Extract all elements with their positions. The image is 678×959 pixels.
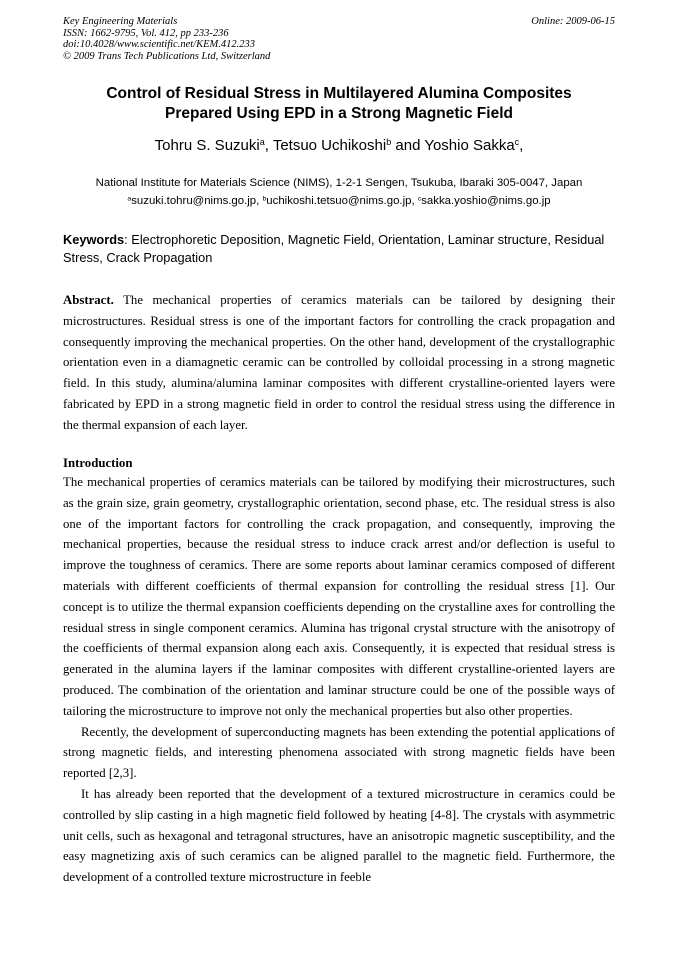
keywords-label: Keywords [63, 232, 125, 247]
title-line-1: Control of Residual Stress in Multilayered Alumina Composites [106, 85, 572, 102]
copyright-line: © 2009 Trans Tech Publications Ltd, Switzerland [63, 50, 271, 62]
keywords-section [63, 231, 615, 267]
intro-paragraph-1: The mechanical properties of ceramics materials can be tailored by modifying their microstructures, such as the grain size, grain geometry, crystallographic orientation, second phase, etc. The residual stress is also one of the important factors for controlling the crack propagation, and consequently, improving the mechanical properties, because the residual stress to induce crack arrest and/or deflection is useful to improve the toughness of ceramics. There are some reports about laminar ceramics composed of different materials with different coefficients of thermal expansion for controlling the residual stress [1]. Our concept is to utilize the thermal expansion coefficients depending on the crystalline axes for controlling the residual stress in single component ceramics. Alumina has trigonal crystal structure with the anisotropy of the coefficients of thermal expansion along each axis. Consequently, it is expected that residual stress is generated in the alumina layers if the laminar composites with different crystalline-oriented layers are produced. The combination of the orientation and laminar structure could be one of the possible ways of tailoring the microstructure to improve not only the mechanical properties but also other properties. [63, 475, 615, 718]
abstract-section [63, 290, 615, 436]
email-a-mark: a [127, 195, 132, 203]
author-1-affil-mark: a [259, 137, 265, 148]
affiliation: National Institute for Materials Science (NIMS), 1-2-1 Sengen, Tsukuba, Ibaraki 305-0047, Japan [95, 177, 583, 189]
online-date: Online: 2009-06-15 [531, 16, 615, 27]
email-c-mark: c [417, 195, 422, 203]
author-1: Tohru S. Suzuki [154, 137, 260, 154]
title-line-2: Prepared Using EPD in a Strong Magnetic Field [165, 105, 513, 122]
author-2-affil-mark: b [386, 137, 392, 148]
journal-header [63, 16, 615, 62]
intro-paragraph-2: Recently, the development of superconducting magnets has been extending the potential applications of strong magnetic fields, and interesting phenomena associated with strong magnetic fields have been reported [2,3]. [63, 724, 615, 781]
issn-line: ISSN: 1662-9795, Vol. 412, pp 233-236 [63, 27, 229, 39]
keywords-text: : Electrophoretic Deposition, Magnetic Field, Orientation, Laminar structure, Residual Stress, Crack Propagation [63, 232, 605, 265]
email-b-mark: b [262, 195, 267, 203]
paper-title [63, 84, 615, 124]
email-c-link[interactable]: sakka.yoshio@nims.go.jp [421, 195, 551, 207]
introduction-heading: Introduction [63, 456, 133, 470]
author-separator-2: and [391, 137, 425, 154]
email-separator-1: , [256, 195, 263, 207]
author-3-affil-mark: c [514, 137, 520, 148]
author-separator-1: , [264, 137, 273, 154]
author-3: Yoshio Sakka [424, 137, 515, 154]
journal-name: Key Engineering Materials [63, 16, 178, 27]
intro-paragraph-3: It has already been reported that the development of a textured microstructure in ceramics could be controlled by slip casting in a high magnetic field followed by heating [4-8]. The crystals with asymmetric unit cells, such as hexagonal and tetragonal structures, have an anisotropic magnetic susceptibility, and the easy magnetizing axis of such ceramics can be aligned parallel to the magnetic field. Furthermore, the development of a controlled texture microstructure in feeble [63, 786, 615, 885]
doi-line: doi:10.4028/www.scientific.net/KEM.412.233 [63, 39, 255, 51]
email-a-link[interactable]: suzuki.tohru@nims.go.jp [131, 195, 257, 207]
author-2: Tetsuo Uchikoshi [272, 137, 387, 154]
email-b-link[interactable]: uchikoshi.tetsuo@nims.go.jp [266, 195, 412, 207]
introduction-body [63, 472, 615, 888]
abstract-text: The mechanical properties of ceramics materials can be tailored by designing their microstructures. Residual stress is one of the important factors for controlling the crack propagation and consequently improving the mechanical properties. On the other hand, development of the crystallographic orientation even in a diamagnetic ceramic can be controlled by colloidal processing in a strong magnetic field. In this study, alumina/alumina laminar composites with different crystalline-oriented layers were fabricated by EPD in a strong magnetic field in order to control the residual stress using the difference in the thermal expansion of each layer. [63, 293, 615, 432]
email-separator-2: , [411, 195, 418, 207]
author-list [63, 137, 615, 155]
abstract-label: Abstract. [63, 293, 114, 307]
author-list-end: , [519, 137, 524, 154]
author-emails [63, 194, 615, 209]
